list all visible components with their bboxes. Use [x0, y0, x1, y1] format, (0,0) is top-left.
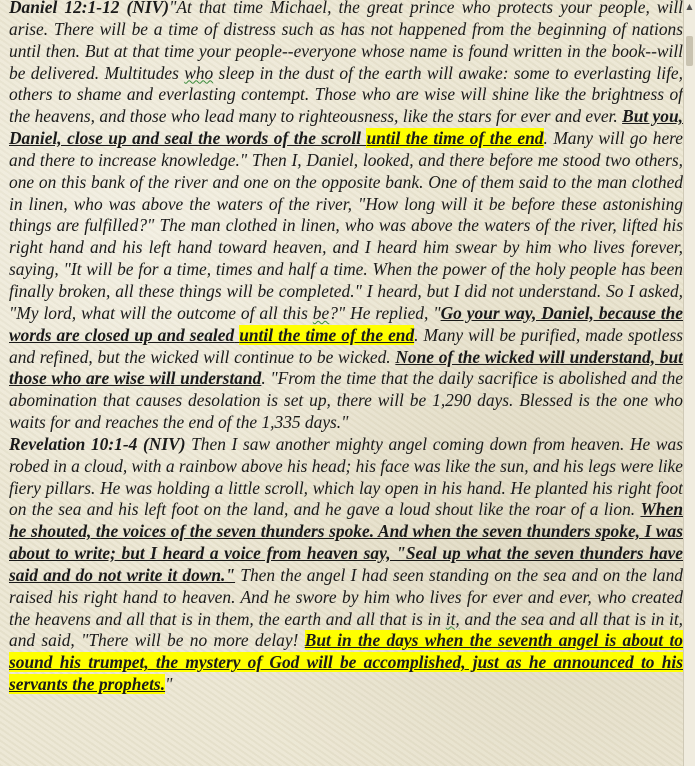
daniel-highlight-2: until the time of the end	[239, 324, 415, 345]
daniel-emphasis-2: Go your way, Daniel, because the words are closed up and sealed	[9, 302, 683, 345]
daniel-text-4: ?" He replied, "	[329, 302, 441, 323]
daniel-emphasis-1: But you, Daniel, close up and seal the words of the scroll	[9, 106, 683, 149]
daniel-emphasis-3: None of the wicked will understand, but those who are wise will understand	[9, 346, 684, 389]
daniel-text-6: . "From the time that the daily sacrifice is abolished and the abomination that causes desolation is set up, there will be 1,290 days. Blessed is the one who waits for and reaches the end of the 1,335 days."	[9, 368, 683, 433]
vertical-scrollbar[interactable]	[683, 0, 695, 766]
revelation-text-3: and the sea and all that is in it, and said, "There will be no more delay!	[9, 608, 683, 651]
daniel-spellcheck-word-1: who	[184, 62, 214, 83]
scrollbar-thumb[interactable]	[686, 36, 693, 66]
daniel-text-3: . Many will go here and there to increase knowledge." Then I, Daniel, looked, and there before me stood two others, one on this bank of the river and one on the opposite bank. One of them said to the man clothed in linen, who was above the waters of the river, "How long will it be before these astonishing things are fulfilled?" The man clothed in linen, who was above the waters of the river, lifted his right hand and his left hand toward heaven, and I heard him swear by him who lives forever, saying, "It will be for a time, times and half a time. When the power of the holy people has been finally broken, all these things will be completed." I heard, but I did not understand. So I asked, "My lord, what will the outcome of all this	[9, 128, 684, 323]
up-arrow-icon[interactable]: ▲	[686, 2, 693, 11]
daniel-spellcheck-word-2: be	[312, 302, 330, 323]
revelation-reference: Revelation 10:1-4 (NIV)	[9, 433, 186, 454]
revelation-text-2: Then the angel I had seen standing on the sea and on the land raised his right hand to heaven. And he swore by him who lives for ever and ever, who created the heavens and all that is in them, the earth and all that is in	[9, 564, 683, 629]
daniel-text-2: sleep in the dust of the earth will awake: some to everlasting life, others to shame and everlasting contempt. Those who are wise will shine like the brightness of the heavens, and those who lead many to righteousness, like the stars for ever and ever.	[9, 62, 683, 127]
revelation-text-1: Then I saw another mighty angel coming down from heaven. He was robed in a cloud, with a rainbow above his head; his face was like the sun, and his legs were like fiery pillars. He was holding a little scroll, which lay open in his hand. He planted his right foot on the sea and his left foot on the land, and he gave a loud shout like the roar of a lion.	[9, 433, 683, 520]
revelation-emphasis-1: When he shouted, the voices of the seven thunders spoke. And when the seven thunders spoke, I was about to write; but I heard a voice from heaven say, "Seal up what the seven thunders have said and do not write it down."	[9, 499, 683, 585]
revelation-spellcheck-word-1: it,	[445, 608, 460, 629]
daniel-reference: Daniel 12:1-12 (NIV)	[9, 0, 170, 17]
revelation-text-4: "	[165, 674, 173, 695]
revelation-highlight-1: But in the days when the seventh angel is about to sound his trumpet, the mystery of God will be accomplished, just as he announced to his servants the prophets.	[9, 630, 683, 695]
daniel-text-1: "At that time Michael, the great prince who protects your people, will arise. There will be a time of distress such as has not happened from the beginning of nations until then. But at that time your people--everyone whose name is found written in the book--will be delivered. Multitudes	[9, 0, 683, 83]
daniel-highlight-1: until the time of the end	[366, 128, 544, 149]
daniel-text-5: . Many will be purified, made spotless and refined, but the wicked will continue to be wicked.	[9, 324, 683, 367]
